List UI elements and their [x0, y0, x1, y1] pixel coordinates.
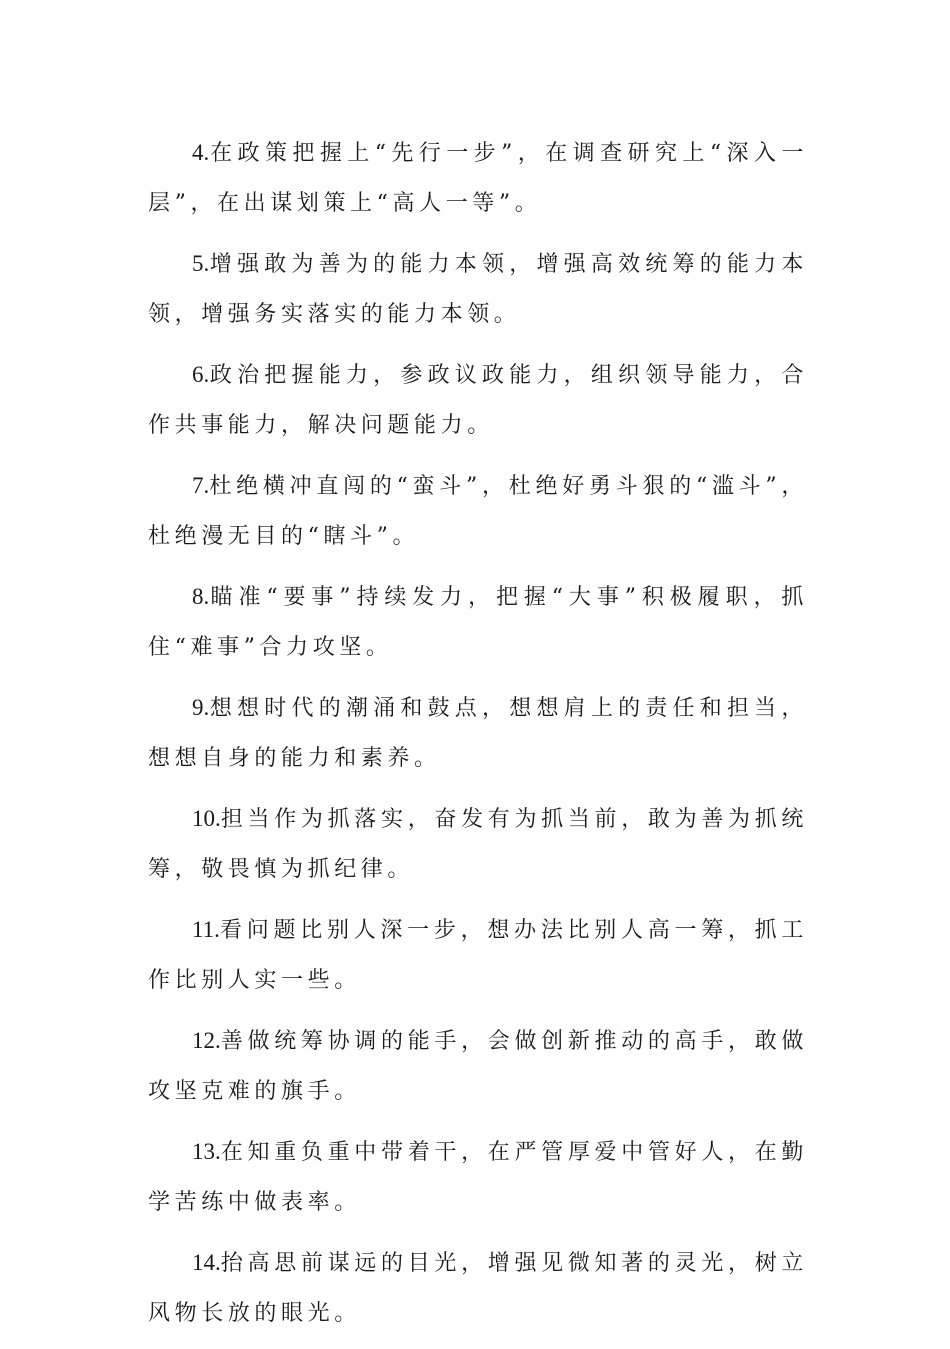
- paragraph-12: [148, 1016, 808, 1117]
- item-number: 11.: [192, 917, 220, 942]
- item-number: 12.: [192, 1028, 221, 1053]
- item-number: 5.: [192, 251, 210, 276]
- paragraph-text: 想想时代的潮涌和鼓点，想想肩上的责任和担当，想想自身的能力和素养。: [148, 696, 808, 771]
- paragraph-10: [148, 794, 808, 895]
- paragraph-4: [148, 128, 808, 229]
- paragraph-14: [148, 1238, 808, 1339]
- paragraph-6: [148, 350, 808, 451]
- paragraph-text: 担当作为抓落实，奋发有为抓当前，敢为善为抓统筹，敬畏慎为抓纪律。: [148, 807, 808, 882]
- item-number: 6.: [192, 362, 210, 387]
- paragraph-text: 抬高思前谋远的目光，增强见微知著的灵光，树立风物长放的眼光。: [148, 1251, 808, 1326]
- item-number: 7.: [192, 473, 210, 498]
- item-number: 10.: [192, 806, 221, 831]
- paragraph-text: 政治把握能力，参政议政能力，组织领导能力，合作共事能力，解决问题能力。: [148, 363, 808, 438]
- item-number: 4.: [192, 140, 210, 165]
- paragraph-text: 增强敢为善为的能力本领，增强高效统筹的能力本领，增强务实落实的能力本领。: [148, 252, 808, 327]
- item-number: 13.: [192, 1139, 221, 1164]
- paragraph-8: [148, 572, 808, 673]
- paragraph-7: [148, 461, 808, 562]
- item-number: 9.: [192, 695, 210, 720]
- paragraph-13: [148, 1127, 808, 1228]
- paragraph-text: 瞄准“要事”持续发力，把握“大事”积极履职，抓住“难事”合力攻坚。: [148, 585, 808, 660]
- paragraph-text: 在知重负重中带着干，在严管厚爱中管好人，在勤学苦练中做表率。: [148, 1140, 808, 1215]
- paragraph-text: 杜绝横冲直闯的“蛮斗”，杜绝好勇斗狠的“滥斗”，杜绝漫无目的“瞎斗”。: [148, 474, 808, 549]
- paragraph-5: [148, 239, 808, 340]
- paragraph-9: [148, 683, 808, 784]
- document-page: [148, 128, 808, 1349]
- paragraph-text: 善做统筹协调的能手，会做创新推动的高手，敢做攻坚克难的旗手。: [148, 1029, 808, 1104]
- paragraph-11: [148, 905, 808, 1006]
- paragraph-text: 看问题比别人深一步，想办法比别人高一筹，抓工作比别人实一些。: [148, 918, 808, 993]
- paragraph-text: 在政策把握上“先行一步”，在调查研究上“深入一层”，在出谋划策上“高人一等”。: [148, 141, 808, 216]
- item-number: 14.: [192, 1250, 221, 1275]
- item-number: 8.: [192, 584, 210, 609]
